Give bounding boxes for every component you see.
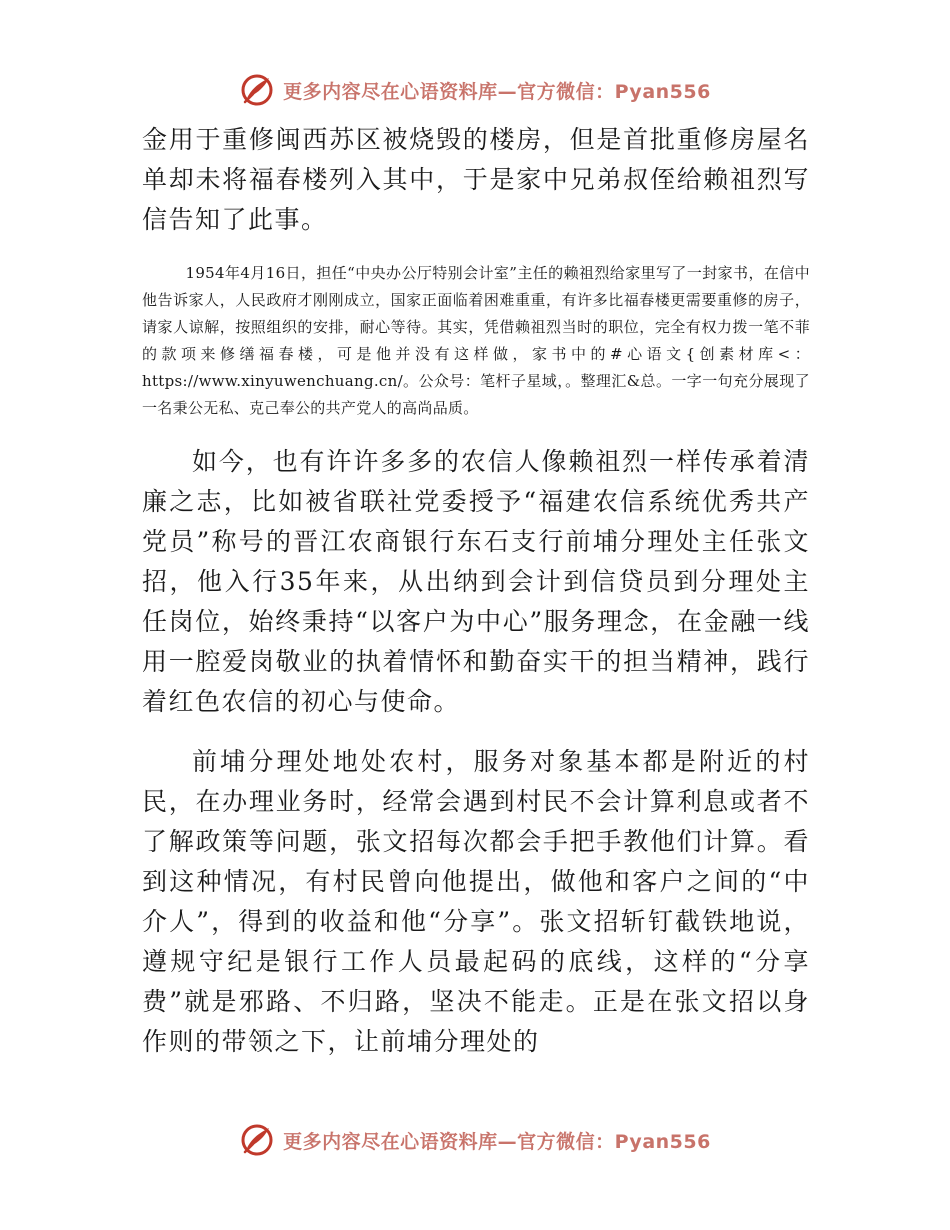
header-banner-text: 更多内容尽在心语资料库—官方微信：Pyan556 xyxy=(283,80,711,103)
footer-banner-text: 更多内容尽在心语资料库—官方微信：Pyan556 xyxy=(283,1130,711,1153)
footer-banner xyxy=(0,1120,950,1160)
feather-pen-logo-icon xyxy=(239,1122,275,1158)
paragraph-qianpu-branch: 前埔分理处地处农村，服务对象基本都是附近的村民，在办理业务时，经常会遇到村民不会计算利息或者不了解政策等问题，张文招每次都会手把手教他们计算。看到这种情况，有村民曾向他提出，做他和客户之间的“中介人”，得到的收益和他“分享”。张文招斩钉截铁地说，遵规守纪是银行工作人员最起码的底线，这样的“分享费”就是邪路、不归路，坚决不能走。正是在张文招以身作则的带领之下，让前埔分理处的 xyxy=(142,747,810,1056)
paragraph-gap xyxy=(142,722,810,742)
paragraph-letter-story: 1954年4月16日，担任“中央办公厅特别会计室”主任的赖祖烈给家里写了一封家书，在信中他告诉家人，人民政府才刚刚成立，国家正面临着困难重重，有许多比福春楼更需要重修的房子，请家人谅解，按照组织的安排，耐心等待。其实，凭借赖祖烈当时的职位，完全有权力拨一笔不菲的款项来修缮福春楼，可是他并没有这样做，家书中的#心语文{创素材库<：https://www.xinyuwenchuang.cn/。公众号：笔杆子星域，。整理汇&总。一字一句充分展现了一名秉公无私、克己奉公的共产党人的高尚品质。 xyxy=(142,264,810,417)
header-banner xyxy=(0,70,950,110)
document-body xyxy=(142,120,810,1062)
paragraph-continuation: 金用于重修闽西苏区被烧毁的楼房，但是首批重修房屋名单却未将福春楼列入其中，于是家中兄弟叔侄给赖祖烈写信告知了此事。 xyxy=(142,125,810,234)
paragraph-zhang-wenzhao: 如今，也有许许多多的农信人像赖祖烈一样传承着清廉之志，比如被省联社党委授予“福建农信系统优秀共产党员”称号的晋江农商银行东石支行前埔分理处主任张文招，他入行35年来，从出纳到会计到信贷员到分理处主任岗位，始终秉持“以客户为中心”服务理念，在金融一线用一腔爱岗敬业的执着情怀和勤奋实干的担当精神，践行着红色农信的初心与使命。 xyxy=(142,447,810,716)
feather-pen-logo-icon xyxy=(239,72,275,108)
